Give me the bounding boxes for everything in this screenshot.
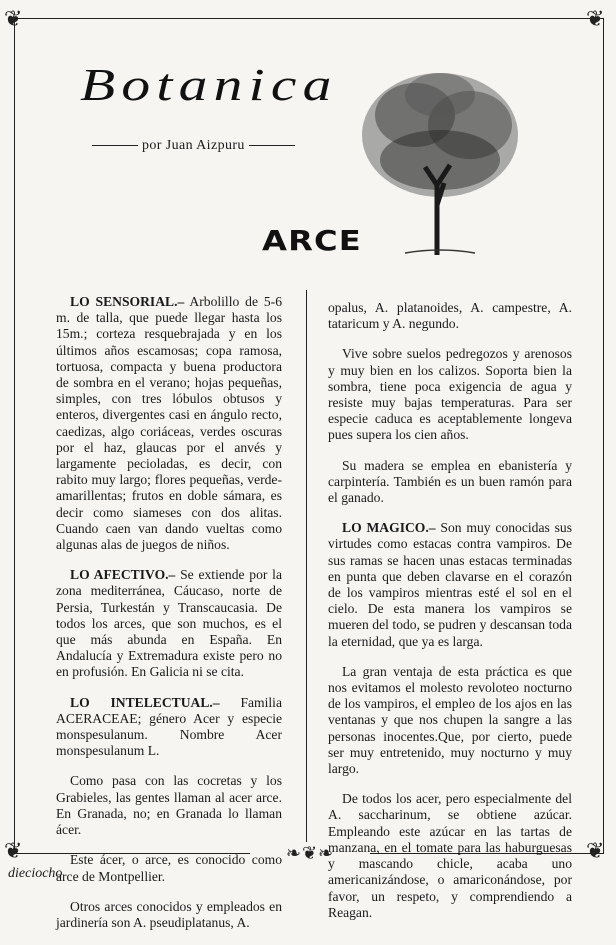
tree-illustration xyxy=(345,55,535,255)
byline xyxy=(88,138,299,154)
column-divider xyxy=(306,290,307,842)
right-column xyxy=(328,300,572,935)
paragraph: Vive sobre suelos pedregozos y arenosos y muy bien en los calizos. Soporta bien la sombra, tiene poca exigencia de agua y resiste muy bajas temperaturas. Para ser especie caduca es aceptablemente longeva pues supera los cien años. xyxy=(328,346,572,443)
paragraph: opalus, A. platanoides, A. campestre, A. tataricum y A. negundo. xyxy=(328,300,572,332)
corner-ornament-bottom-left: ❦ xyxy=(4,838,23,863)
paragraph: De todos los acer, pero especialmente del A. saccharinum, se obtiene azúcar. Empleando este azúcar en las tartas de manzana, en el tomate para las haburguesas y mascando chicle, acaba uno americanizándose, o amariconándose, por favor, un respeto, y comprendiendo a Reagan. xyxy=(328,791,572,920)
paragraph: La gran ventaja de esta práctica es que nos evitamos el molesto revoloteo nocturno de los vampiros, el empleo de los ajos en las ventanas y que nos chupen la sangre a las personas inocentes.Que, por cierto, puede ser muy entretenido, muy nocturno y muy largo. xyxy=(328,663,572,777)
paragraph: Otros arces conocidos y empleados en jardinería son A. pseudiplatanus, A. xyxy=(56,898,282,930)
paragraph: Como pasa con las cocretas y los Grabieles, las gentes llaman al acer arce. En Granada, no; en Granada lo llaman ácer. xyxy=(56,773,282,838)
paragraph: LO MAGICO.– Son muy conocidas sus virtudes como estacas contra vampiros. De sus ramas se hacen unas estacas terminadas en punta que deben clavarse en el corazón de los vampiros mientras esté el sol en el cielo. De esta manera los vampiros se mueren del todo, se pudren y descansan toda la eternidad, que ya es larga. xyxy=(328,520,572,649)
left-column xyxy=(56,294,282,945)
paragraph: LO INTELECTUAL.– Familia ACERACEAE; género Acer y especie monspesulanum. Nombre Acer monspesulanum L. xyxy=(56,694,282,759)
corner-ornament-top-left: ❦ xyxy=(4,6,23,31)
section-title: Botanica xyxy=(80,59,338,110)
corner-ornament-top-right: ❦ xyxy=(586,6,605,31)
paragraph: LO SENSORIAL.– Arbolillo de 5-6 m. de talla, que puede llegar hasta los 15m.; corteza resquebrajada y en los últimos años escamosas; copa ramosa, tortuosa, compacta y buena productora de sombra en el verano; hojas pequeñas, simples, con tres lóbulos obtusos y enteros, divergentes casi en ángulo recto, caedizas, algo coriáceas, verdes oscuras por el haz, glaucas por el anvés y largamente pecioladas, es decir, con rabito muy largo; flores pequeñas, verde-amarillentas; frutos en doble sámara, es decir como siameses con dos alitas. Cuando caen van dando vueltas como algunas alas de juegos de niños. xyxy=(56,294,282,553)
page-number: dieciocho xyxy=(8,866,63,881)
corner-ornament-bottom-right: ❦ xyxy=(586,838,605,863)
paragraph: Este ácer, o arce, es conocido como arce de Montpellier. xyxy=(56,852,282,884)
paragraph: LO AFECTIVO.– Se extiende por la zona mediterránea, Cáucaso, norte de Persia, Turkestán y Transcaucasia. De todos los arces, que son muchos, es el que más abunda en España. En Andalucía y Extremadura existe pero no en profusión. En Galicia ni se cita. xyxy=(56,567,282,680)
article-title: ARCE xyxy=(262,224,362,257)
bottom-center-ornament: ❧❦❧ xyxy=(250,843,370,864)
paragraph: Su madera se emplea en ebanistería y carpintería. También es un buen ramón para el ganado. xyxy=(328,457,572,506)
byline-text: por Juan Aizpuru xyxy=(142,138,245,153)
